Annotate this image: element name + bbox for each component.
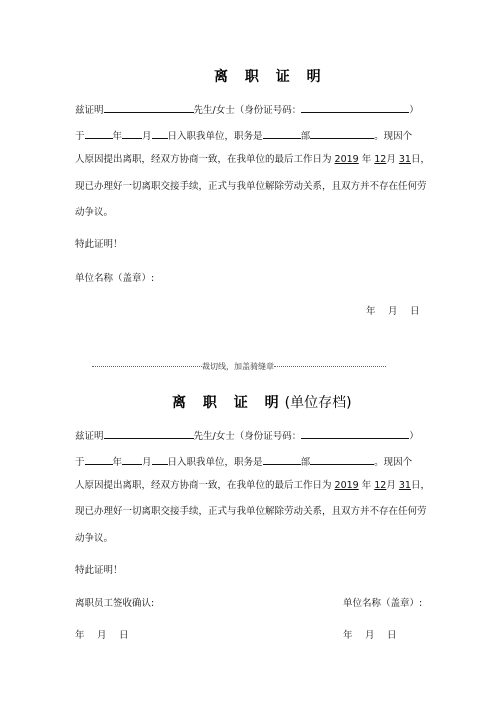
position-blank	[310, 454, 374, 465]
text: 年	[358, 154, 375, 165]
certify-line-2	[75, 128, 412, 143]
cut-line	[92, 361, 386, 372]
last-day-year: 2019	[334, 480, 359, 491]
text: 。现因个	[374, 131, 413, 142]
last-day-month: 12	[374, 154, 387, 165]
text: 人原因提出离职，经双方协商一致，在我单位的最后工作日为	[75, 480, 335, 491]
text: 月	[142, 131, 152, 142]
dotted-rule-left	[92, 366, 202, 367]
text: 日入职我单位，职务是	[167, 131, 263, 142]
archive-title	[172, 392, 352, 412]
certify-line-1	[75, 102, 419, 117]
text: 月	[386, 154, 399, 165]
unit-seal-label: 单位名称（盖章）:	[75, 273, 155, 284]
text: 日入职我单位，职务是	[167, 457, 263, 468]
year-blank	[85, 454, 113, 465]
last-day-month: 12	[374, 480, 387, 491]
month-blank	[122, 128, 142, 139]
text: 年	[358, 480, 375, 491]
text: 日，	[410, 154, 430, 165]
text: 人原因提出离职，经双方协商一致，在我单位的最后工作日为	[75, 154, 335, 165]
archive-title-main: 离 职 证 明	[172, 395, 285, 411]
unit-date-line: 年 月 日	[343, 630, 397, 641]
text: 年	[112, 457, 123, 468]
certify-line-4: 现已办理好一切离职交接手续，正式与我单位解除劳动关系，且双方并不存在任何劳	[75, 181, 427, 192]
id-number-blank	[301, 428, 409, 439]
document-title: 离 职 证 明	[214, 69, 327, 85]
archive-line-2	[75, 454, 412, 469]
text: 月	[142, 457, 152, 468]
dotted-rule-right	[274, 366, 386, 367]
certify-line-5: 动争议。	[75, 207, 114, 218]
employee-sign-label: 离职员工签收确认:	[75, 598, 155, 609]
id-number-blank	[301, 102, 409, 113]
name-blank	[104, 428, 194, 439]
text: 先生/女士（身份证号码：	[193, 431, 302, 442]
text: 年	[112, 131, 123, 142]
department-blank	[263, 128, 301, 139]
text: ）	[409, 105, 419, 116]
employee-date-line: 年 月 日	[75, 630, 129, 641]
archive-line-5: 动争议。	[75, 533, 114, 544]
cut-line-label: 裁切线，加盖骑缝章	[202, 362, 274, 371]
text: 月	[386, 480, 399, 491]
text: 于	[75, 131, 85, 142]
text: 部	[300, 457, 311, 468]
day-blank	[152, 128, 168, 139]
text: 兹证明	[75, 105, 104, 116]
text: 于	[75, 457, 85, 468]
department-blank	[263, 454, 301, 465]
text: 兹证明	[75, 431, 104, 442]
archive-line-4: 现已办理好一切离职交接手续，正式与我单位解除劳动关系，且双方并不存在任何劳	[75, 506, 427, 517]
date-line: 年 月 日	[366, 306, 420, 317]
day-blank	[152, 454, 168, 465]
last-day-day: 31	[398, 480, 411, 491]
certify-line-3	[75, 154, 430, 166]
year-blank	[85, 128, 113, 139]
text: 日，	[410, 480, 430, 491]
last-day-year: 2019	[334, 154, 359, 165]
name-blank	[104, 102, 194, 113]
text: 部	[300, 131, 311, 142]
text: ）	[409, 431, 419, 442]
text: 先生/女士（身份证号码：	[193, 105, 302, 116]
archive-unit-seal-label: 单位名称（盖章）:	[343, 598, 423, 609]
text: 。现因个	[374, 457, 413, 468]
month-blank	[122, 454, 142, 465]
archive-title-note: (单位存档)	[284, 395, 352, 411]
archive-line-1	[75, 428, 419, 443]
position-blank	[310, 128, 374, 139]
last-day-day: 31	[398, 154, 411, 165]
certify-statement: 特此证明！	[75, 239, 123, 250]
archive-certify-statement: 特此证明！	[75, 565, 123, 576]
archive-line-3	[75, 480, 430, 492]
